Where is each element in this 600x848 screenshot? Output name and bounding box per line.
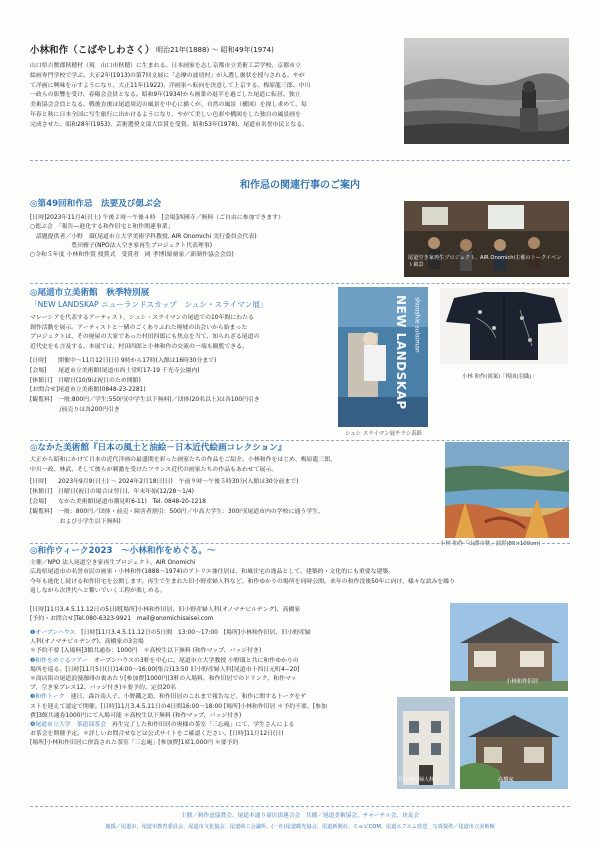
event4-item-text: お茶会を開催予定。＊詳しいお問合せなどは公式サイトをご確認ください。[日時]11月12日(日) [30, 731, 284, 738]
event4-item-line [30, 693, 440, 702]
profile-name: 小林和作（こばやしわさく） [30, 45, 155, 56]
event4-line: 今年も進化し続ける和作旧宅を公開します。再生で生まれた旧小野産婦人科など、和作ゆかりの場所を同時公開。来年の和作没後50年に向け、様々な試みを繰り [30, 578, 456, 585]
event1-line: 話題提供者／小野 環(尾道市立大学美術学科教授, AIR Onomichi 実行委員会代表) [30, 233, 257, 240]
event2-detail-line: [会場] 尾道市立美術館(尾道市西土堂町17-19 千光寺公園内) [30, 367, 200, 374]
event1-line: ○偲ぶ会 「報告—進化する和作旧宅と和作関連事業」 [30, 224, 174, 231]
event4-item-line [30, 647, 440, 656]
bio-line: 山口県吉敷郡秋穂村（現 山口市秋穂）に生まれる。日本画家を志し京都市立美術工芸学校、京都市立 [30, 63, 301, 69]
event1-photo [404, 201, 569, 277]
event4-item-text: ストを迎えて認定で開催。[日時]11月3.4.5.11日の4日間16:00～18:00 [場所]小林和作旧居 ＊予約不要、[参加 [30, 703, 327, 710]
autumn-lake-painting-icon [445, 442, 569, 538]
event3-painting [445, 442, 569, 538]
coastal-photo-icon [404, 38, 569, 144]
event4-item-text: 連日、森谷南人子、小野鐵之助、和作旧居のこれまで報告など、和作に関するトークをゲ [70, 694, 307, 701]
event2-flyer-title: NEW LANDSKAP [394, 295, 409, 410]
profile-dates: 明治21年(1888) ～ 昭和49年(1974) [156, 46, 274, 54]
event4-items [30, 629, 440, 749]
event4-item-line [30, 638, 440, 647]
event2-flyer [338, 287, 428, 427]
event4-info-line: [日時]11月3.4.5.11.12日の5日間[場所]小林和作旧居、旧小野産婦人科(オノマテビルヂング)、高橋家 [30, 607, 301, 613]
haori-plum-artwork-icon [440, 288, 568, 364]
event2-body [30, 314, 335, 352]
event3-detail-line: [会場] なかた美術館(尾道市潮見町6-11) Tel. 0848-20-1218 [30, 498, 207, 505]
event2-detail-line: /前売りは各200円引き [30, 406, 120, 413]
event3-detail-line: [日時] 2023年9月9日(土) ～ 2024年2月18日(日) 午前９時～午後５時30分(入館は30分前まで) [30, 479, 299, 485]
divider-e1 [30, 283, 570, 284]
event2-detail-line: [休館日] 月曜日(10/9は祝日のため開館) [30, 377, 141, 384]
event4-item-line [30, 684, 440, 693]
bio-line: 一政らの影響を受け、春陽会会員となる。昭和9年(1934)から画業の退半を過ごした尾道に転居、独立 [30, 92, 301, 99]
divider-top [30, 160, 570, 161]
section-title: 和作忌の関連行事のご案内 [240, 180, 360, 191]
event4-item-line [30, 629, 440, 638]
event1-heading: ◎第49回和作忌 法要及び偲ぶ会 [30, 199, 162, 209]
event4-photo1 [450, 603, 568, 691]
event4-item-line [30, 730, 440, 739]
ono-clinic-photo-icon [397, 697, 455, 789]
profile-photo [404, 38, 569, 144]
event4-item-title: ❸和作トーク [30, 694, 71, 701]
event4-photo3 [460, 697, 568, 789]
bio-line: 絵画専門学校で学ぶ。大正2年(1913)の第7回文展に「志摩の波切村」が入選し褒状を授与される。やが [30, 72, 305, 79]
event4-item-title: ❷和作をめぐるツアー [30, 657, 94, 664]
bio-line: 年春と秋に日本全国に写生旅行に出かけるようになり、やがて美しい色彩や構図をした独自の風景画を [30, 111, 301, 118]
event4-line: 広島県尾道市の名誉市民の画家・小林和作(1888～1974)のアトリエ兼住居は、和風住宅の逸品として、建築的・文化的にも重要な建築。 [30, 569, 395, 576]
bio-line: て洋画に興味を示すようになり、大正11年(1922)、洋画家へ転向を決意して上京する。梅原龍三郎、中川 [30, 82, 311, 89]
event1-lines [30, 214, 400, 261]
divider-e2 [30, 440, 570, 441]
footer-organizers: 主催／和作忌協賛会、尾道本通り商店街連合会 共催／尾道美術協会、チャーチル会、坊友会 [180, 813, 420, 819]
event4-item-text: プ、空き家プレス12、バッジ付き)＊要予約、定員20名 [30, 685, 176, 692]
event4-photo2 [397, 697, 455, 789]
event2-subheading: 「NEW LANDSKAP ニューランドスカップ シュシ・スライマン展」 [30, 300, 268, 309]
event4-photo1-caption: 小林和作旧居 [506, 679, 539, 685]
event3-detail-line: [観覧料] 一般：800円／団体・前売・障害者割引：500円／中高大学生：300円(尾道市内の学校に通う学生、 [30, 508, 324, 515]
event4-item-text: [日時]11月3.4.5.11.12日の5日間 13:00～17:00 [場所]小林和作旧居、旧小野産婦 [81, 630, 311, 636]
event4-info-line: [予約・お問合せ]Tel.080-6323-9921 mail@onomichisaisei.com [30, 616, 214, 623]
event2-flyer-caption: シュシ スライマン展チラシ表紙 [345, 431, 422, 437]
event4-line: 返しながら次世代へと繋いでいく工程が楽しめる。 [30, 587, 166, 594]
event4-heading: ◎和作ウィーク2023 ～小林和作をめぐる。～ [30, 546, 216, 556]
event2-detail-line: [日時] 開催中～11月12日(日) 9時から17時(入館は16時30分まで) [30, 358, 217, 364]
bio-line: 美術協会会員となる。戦後直後は尾道周辺の風景を中心に描くが、自然の風景（構図）を探し求めて、毎 [30, 102, 307, 109]
event4-item-line [30, 703, 440, 712]
event4-item-line [30, 739, 440, 748]
event3-body [30, 456, 440, 476]
event2-heading: ◎尾道市立美術館 秋季特別展 [30, 288, 150, 298]
bio-line: 完成させた。昭和28年(1953)、芸術選奨文部大臣賞を受賞。昭和53年(1978)、尾道市名誉市民となる。 [30, 121, 309, 128]
event2-body-line: プロジェクトは、その廃屋の大家であった村田四郎にも焦点を当て、知られざる尾道の [30, 334, 260, 341]
event4-lines [30, 559, 570, 596]
event2-detail-line: [観覧料] 一般:800円／学生:550円(中学生以下無料)／団体(20名以上)は各100円引き [30, 397, 260, 404]
event2-flyer-sub: shooshie sulaiman [413, 297, 421, 353]
event2-details [30, 357, 340, 416]
event4-item-text: 場所を巡る。[日時]11月5日(日)14:00～16:00(集合)13:50 旧小野産婦人科[尾道市十四日元町4−20] [30, 666, 300, 673]
event4-item-text: 再生完了した和作旧居の奥様の茶室「三忘庵」にて、学生さんによる [111, 722, 295, 729]
event2-body-line: 創作活動を展示。アーティストと一緒のごくありふれた廃墟の出会いから始まった [30, 324, 248, 331]
event4-line: 主催／NPO 法人尾道空き家再生プロジェクト、AIR Onomichi [30, 560, 196, 566]
event4-item-line [30, 666, 440, 675]
kobayashi-house-photo-icon [450, 603, 568, 691]
event2-body-line: マレーシアを代表するアーティスト、シュシ・スライマンの尾道での10年間にわたる [30, 315, 254, 321]
footer-sponsors: 後援／尾道市、尾道市教育委員会、尾道市文化協会、尾道商工会議所、(一社)尾道観光協会、尾道新聞社、ちゅピCOM、尾道エフエム放送 写真提供／尾道市立美術館 [105, 824, 495, 830]
event4-item-text: 人科(オノマテビルヂング)、高橋家の3会場 [30, 639, 144, 646]
event2-artwork-caption: 小林 和作(図案)「梅図(羽織)」 [462, 374, 537, 380]
divider-e4 [30, 806, 570, 807]
event4-item-text: オープンハウスの3軒を中心に、尾道市立大学教授 小野環と共に和作ゆかりの [93, 657, 299, 664]
event4-photo2-caption: 旧小野産婦人科 [399, 777, 435, 783]
event2-artwork [440, 288, 568, 364]
event4-info-box [30, 606, 425, 625]
event4-item-text: 費]3館共通券1000円にて入場可能 ＊高校生以下無料 (和作マップ、バッジ付き) [30, 712, 242, 719]
event1-line: ○令和５年度 小林和作賞 授賞式 受賞者 岡 孝博(彫刻家／新制作協会会員) [30, 252, 234, 259]
profile-bio [30, 62, 395, 131]
event4-photo3-caption: 高橋家 [498, 777, 514, 783]
event4-item-line [30, 712, 440, 721]
event4-item-text: ＊予約不要 [入場料]3館共通券：1000円 ＊高校生以下無料 (和作マップ、バッジ付き) [30, 648, 262, 655]
event2-body-line: 近代史をも言及する。本展では、村田四郎と小林和作の交流の一端も観覧できる。 [30, 343, 248, 350]
divider-e3 [30, 543, 570, 544]
takahashi-house-photo-icon [460, 697, 568, 789]
event3-heading: ◎なかた美術館『日本の風土と油絵－日本近代絵画コレクション』 [30, 443, 287, 453]
event3-painting-caption: 小林 和作「山湖の秋」油彩(80×100cm) [440, 541, 541, 547]
event4-item-title: ❹尾道市立大学 茶道部茶会 [30, 722, 112, 729]
event1-photo-caption: 尾道空き家再生プロジェクト、AIR Onomichi主催のトークイベント風景 [408, 255, 562, 268]
event4-item-line [30, 721, 440, 730]
event4-item-text: ＊商店街の尾道浪漫珈琲の裏あたり[参加費]1000円(3軒の入場料、和作旧居でのドリンク、和作マッ [30, 676, 297, 683]
event3-body-line: 大正から昭和にかけて日本の近代洋画の最盛期を彩った画家たちの作品をご紹介。小林和作をはじめ、梅原龍三郎、 [30, 457, 337, 463]
event3-detail-line: [休館日] 月曜日(祝日の場合は翌日)、年末年始(12/28～1/4) [30, 488, 194, 495]
event1-line: 豊田雅子(NPO法人空き家再生プロジェクト代表理事) [30, 242, 213, 249]
event3-detail-line: および小学生以下無料) [30, 518, 121, 525]
event2-detail-line: [お問合せ]尾道市立美術館(0848-23-2281) [30, 387, 146, 394]
event4-item-title: ❶オープンハウス [30, 630, 82, 636]
event4-item-text: [場所]小林和作旧居に併設された茶室「三忘庵」[参加費]1席1,000円 ＊要予約 [30, 740, 239, 747]
event3-details [30, 478, 440, 528]
event3-body-line: 中川一政、林武、そして彼らが刺激を受けたフランス近代の画家たちの作品もあわせて展示。 [30, 466, 278, 473]
event1-line: [日時]2023年11月4日(土) 午後２時～午後４時 [会場]西國寺／無料（ご自由に参加できます） [30, 215, 284, 221]
event4-item-line [30, 675, 440, 684]
event4-item-line [30, 657, 440, 666]
